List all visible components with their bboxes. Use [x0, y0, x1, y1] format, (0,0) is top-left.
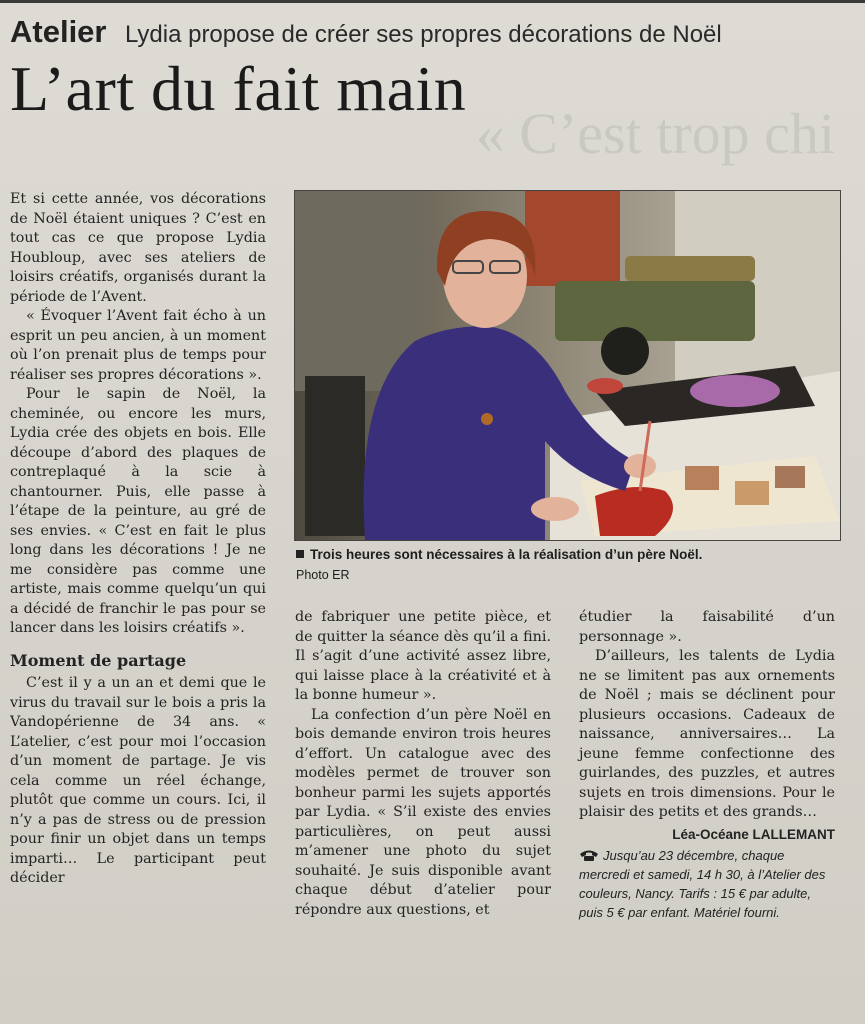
photo-caption: [296, 545, 841, 585]
article-column-1: [10, 190, 266, 889]
deck: Lydia propose de créer ses propres décorations de Noël: [124, 21, 722, 48]
caption-text: Trois heures sont nécessaires à la réalisation d’un père Noël.: [310, 547, 703, 562]
phone-icon: [579, 849, 599, 861]
rubric: Atelier: [10, 14, 107, 49]
photo-credit: Photo ER: [296, 568, 350, 582]
paragraph: La confection d’un père Noël en bois demande environ trois heures d’effort. Un catalogue avec des modèles permet de trouver son bonheur parmi les sujets apportés par Lydia. « S’il existe des envies particulières, on peut aussi m’amener une photo du sujet souhaité. Je suis disponible avant chaque début d’atelier pour répondre aux questions, et: [295, 706, 551, 918]
subhead: Moment de partage: [10, 650, 187, 670]
kicker: [10, 14, 722, 50]
top-rule: [0, 0, 865, 3]
paragraph: « Évoquer l’Avent fait écho à un esprit un peu ancien, à un moment où l’on prenait plus de temps pour réaliser ses propres décorations ».: [10, 308, 266, 383]
show-through-text: « C’est trop chi: [475, 101, 835, 166]
article-photo: [294, 190, 841, 541]
headline: L’art du fait main: [10, 53, 467, 124]
article-column-2: [295, 608, 551, 920]
paragraph: D’ailleurs, les talents de Lydia ne se limitent pas aux ornements de Noël ; mais se déclinent pour plusieurs occasions. Cadeaux de naissance, anniversaires… La jeune femme confectionne des guirlandes, des puzzles, et autres sujets en trois dimensions. Pour le plaisir des petits et des grands…: [579, 648, 835, 820]
paragraph: C’est il y a un an et demi que le virus du travail sur le bois a pris la Vandopérienne de 34 ans. « L’atelier, c’est pour moi l’occasion d’un moment de partage. Je vis cela comme un réel échange, plutôt que comme un cours. Ici, il n’y a pas de stress ou de pression pour finir un objet dans un temps imparti… Le participant peut décider: [10, 675, 266, 886]
paragraph: de fabriquer une petite pièce, et de quitter la séance dès qu’il a fini. Il s’agit d’une activité assez libre, qui laisse place à la créativité et à la bonne humeur ».: [295, 609, 551, 703]
practical-info-text: Jusqu’au 23 décembre, chaque mercredi et samedi, 14 h 30, à l’Atelier des couleurs, Nancy. Tarifs : 15 € par adulte, puis 5 € par enfant. Matériel fourni.: [579, 848, 826, 920]
byline: Léa-Océane LALLEMANT: [672, 826, 835, 842]
caption-bullet-icon: [296, 550, 304, 558]
photo-illustration: [295, 191, 840, 540]
paragraph: Pour le sapin de Noël, la cheminée, ou encore les murs, Lydia crée des objets en bois. Elle découpe d’abord des plaques de contreplaqué à la scie à chantourner. Puis, elle passe à l’étape de la peinture, au gré de ses envies. « C’est en fait le plus long dans les décorations ! Je ne me considère pas comme une artiste, mais comme quelqu’un qui a décidé de franchir le pas pour se lancer dans les loisirs créatifs ».: [10, 386, 266, 636]
practical-info: [579, 846, 835, 922]
paragraph: étudier la faisabilité d’un personnage ».: [579, 609, 835, 645]
article-column-3: [579, 608, 835, 922]
paragraph: Et si cette année, vos décorations de Noël étaient uniques ? C’est en tout cas ce que propose Lydia Houbloup, avec ses ateliers de loisirs créatifs, organisés durant la période de l’Avent.: [10, 191, 266, 305]
